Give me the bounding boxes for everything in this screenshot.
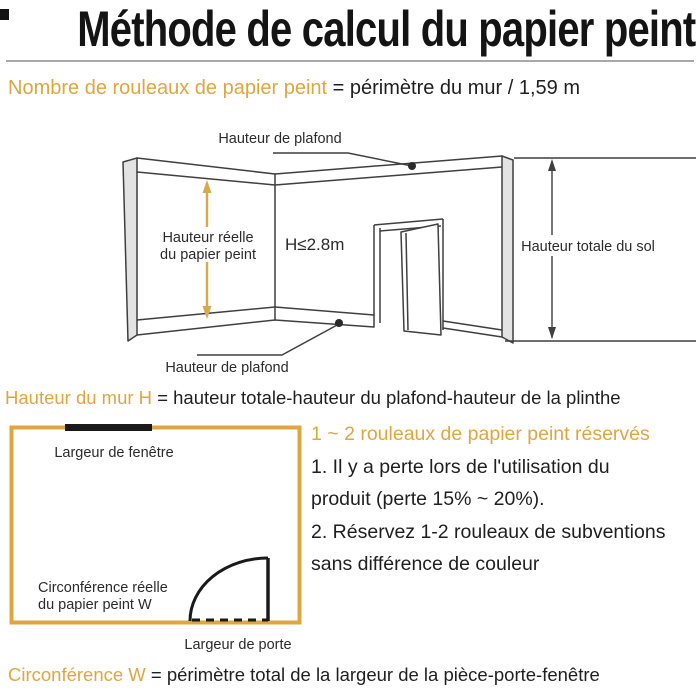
floor-plan-diagram — [0, 410, 310, 660]
formula-rolls-definition: = périmètre du mur / 1,59 m — [332, 77, 580, 99]
max-height-label: H≤2.8m — [285, 235, 345, 254]
wallpaper-height-label-line2: du papier peint — [160, 247, 256, 263]
right-ceiling-top-line — [275, 156, 502, 174]
formula-circumference-definition: = périmètre total de la largeur de la pièce-porte-fenêtre — [150, 664, 600, 685]
room-perspective-diagram — [0, 120, 700, 382]
left-floor-line — [137, 320, 275, 335]
door-header-outer — [374, 219, 443, 225]
right-plinth-line-a — [275, 307, 374, 315]
formula-circumference-term: Circonférence W — [8, 664, 146, 685]
window-width-label: Largeur de fenêtre — [54, 445, 174, 461]
door — [374, 219, 443, 335]
door-width-label: Largeur de porte — [184, 637, 292, 653]
measure-arrowhead-up — [548, 159, 556, 171]
leader-dot-bottom — [335, 319, 343, 327]
left-wall-end-cap — [123, 158, 137, 341]
formula-rolls-term: Nombre de rouleaux de papier peint — [8, 77, 328, 99]
wallpaper-height-label-line1: Hauteur réelle — [162, 230, 254, 246]
plan-door — [190, 558, 268, 621]
leader-dot-top — [408, 162, 416, 170]
note-line-2: produit (perte 15% ~ 20%). — [311, 488, 545, 510]
ceiling-label-bottom: Hauteur de plafond — [165, 360, 289, 376]
note-line-4: sans différence de couleur — [311, 553, 540, 575]
formula-wall-height-term: Hauteur du mur H — [5, 387, 153, 408]
circumference-label-line1: Circonférence réelle — [38, 580, 168, 596]
circumference-label-line2: du papier peint W — [38, 597, 152, 613]
notes-heading: 1 ~ 2 rouleaux de papier peint réservés — [311, 423, 650, 445]
title-divider — [6, 60, 694, 62]
page-title-text: Méthode de calcul du papier peint — [77, 1, 696, 57]
ceiling-leader-bottom — [197, 319, 343, 355]
right-floor-line-a — [275, 320, 374, 327]
measure-arrowhead-down — [548, 327, 556, 339]
formula-wall-height-definition: = hauteur totale-hauteur du plafond-hauteur de la plinthe — [157, 387, 621, 408]
orange-arrowhead-up — [203, 180, 212, 193]
page-title — [0, 3, 700, 55]
formula-rolls — [8, 77, 580, 100]
note-line-3: 2. Réservez 1-2 rouleaux de subventions — [311, 520, 666, 543]
floor-total-height-label: Hauteur totale du sol — [521, 239, 655, 255]
ceiling-leader-top — [273, 153, 416, 170]
ceiling-label-top: Hauteur de plafond — [218, 131, 342, 147]
left-ceiling-top-line — [137, 158, 275, 174]
formula-wall-height — [5, 387, 621, 409]
right-ceiling-inner-line — [275, 167, 502, 185]
reserve-rolls-notes — [311, 418, 700, 581]
formula-circumference — [8, 664, 600, 686]
leader-line-bottom — [197, 324, 339, 355]
note-line-1: 1. Il y a perte lors de l'utilisation du — [311, 455, 610, 478]
plan-door-swing-arc — [190, 558, 268, 621]
right-wall-end-cap — [502, 156, 513, 343]
